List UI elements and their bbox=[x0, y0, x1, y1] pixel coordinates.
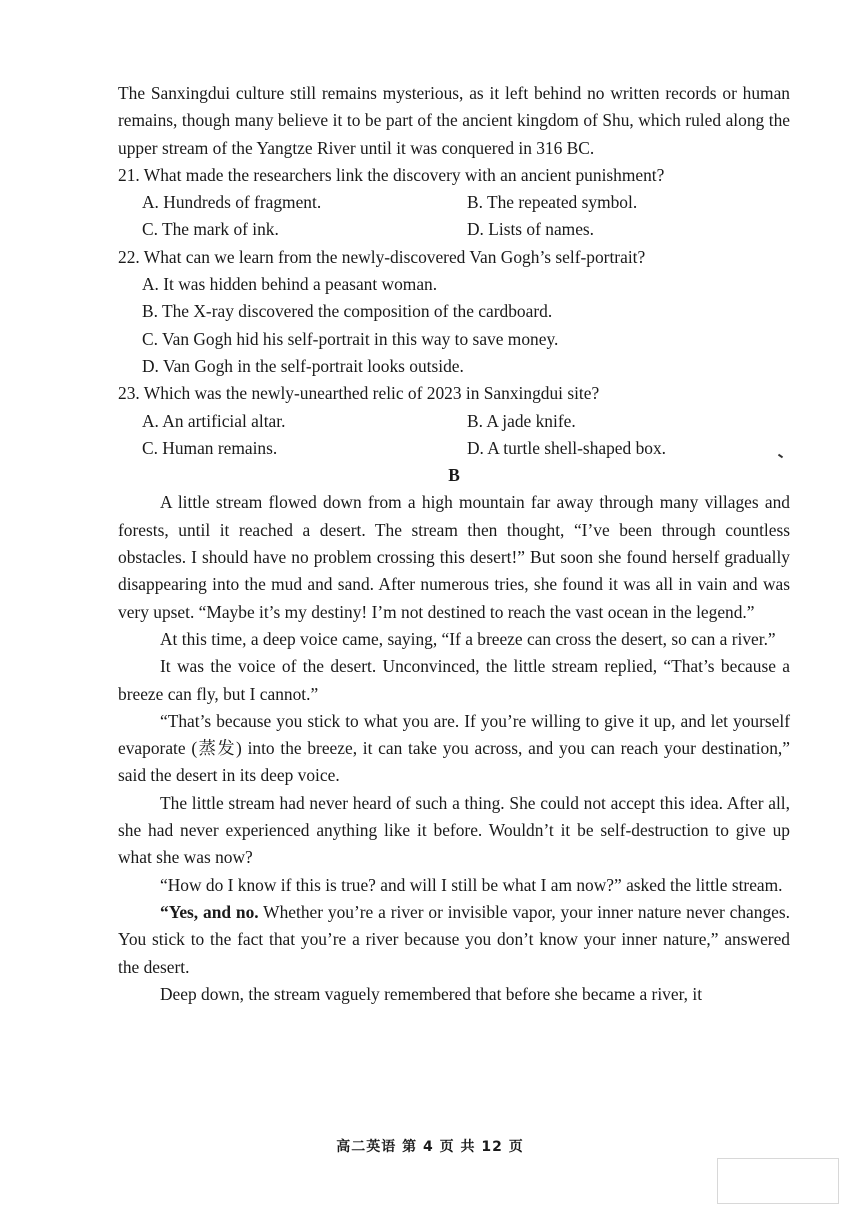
section-heading: B bbox=[448, 465, 460, 486]
question-stem bbox=[118, 244, 790, 271]
option-b[interactable]: B. The X-ray discovered the composition of the cardboard. bbox=[142, 301, 553, 322]
score-box bbox=[717, 1158, 839, 1204]
passage-paragraph: Deep down, the stream vaguely remembered that before she became a river, it bbox=[160, 983, 703, 1004]
paragraph-body: Whether you’re a river or invisible vapor, your inner nature never changes. You stick to the fact that you’re a river because you don’t know your inner nature,” answered the desert. bbox=[118, 901, 791, 977]
option-d[interactable]: D. Van Gogh in the self-portrait looks outside. bbox=[142, 355, 464, 376]
passage-paragraph: At this time, a deep voice came, saying, “If a breeze can cross the desert, so can a river.” bbox=[160, 628, 776, 649]
option-c[interactable]: C. The mark of ink. bbox=[142, 219, 279, 240]
intro-paragraph: The Sanxingdui culture still remains mysterious, as it left behind no written records or human remains, though many believe it to be part of the ancient kingdom of Shu, which ruled along the upper stream of the Yangtze River until it was conquered in 316 BC. bbox=[118, 83, 790, 158]
question-number: 23. bbox=[118, 383, 140, 404]
options-grid bbox=[118, 408, 790, 463]
question-text: What can we learn from the newly-discovered Van Gogh’s self-portrait? bbox=[143, 246, 646, 267]
bold-lead: “Yes, and no. bbox=[160, 901, 259, 922]
question-stem bbox=[118, 380, 790, 407]
option-a[interactable]: A. It was hidden behind a peasant woman. bbox=[142, 274, 438, 295]
option-b[interactable]: B. The repeated symbol. bbox=[467, 192, 638, 213]
question-stem bbox=[118, 162, 790, 189]
passage-paragraph: The little stream had never heard of such a thing. She could not accept this idea. After all, she had never experienced anything like it before. Wouldn’t it be self-destruction to give up what she was now? bbox=[118, 792, 790, 868]
question-23 bbox=[118, 380, 790, 462]
passage-paragraph: A little stream flowed down from a high mountain far away through many villages and forests, until it reached a desert. The stream then thought, “I’ve been through countless obstacles. I should have no problem crossing this desert!” But soon she found herself gradually disappearing into the mud and sand. After numerous tries, she found it was all in vain and was very upset. “Maybe it’s my destiny! I’m not destined to reach the vast ocean in the legend.” bbox=[118, 492, 790, 622]
option-c[interactable]: C. Human remains. bbox=[142, 437, 278, 458]
option-d[interactable]: D. A turtle shell-shaped box. bbox=[467, 437, 666, 458]
option-b[interactable]: B. A jade knife. bbox=[467, 410, 576, 431]
passage-paragraph: It was the voice of the desert. Unconvinced, the little stream replied, “That’s because a breeze can fly, but I cannot.” bbox=[118, 656, 790, 704]
question-21 bbox=[118, 162, 790, 244]
question-number: 21. bbox=[118, 164, 140, 185]
passage-paragraph: “That’s because you stick to what you are. If you’re willing to give it up, and let yourself evaporate (蒸发) into the breeze, it can take you across, and you can reach your destination,” said the desert in its deep voice. bbox=[118, 710, 790, 786]
exam-page bbox=[118, 80, 790, 1008]
option-a[interactable]: A. An artificial altar. bbox=[142, 410, 286, 431]
passage-b bbox=[118, 489, 790, 1008]
question-text: What made the researchers link the discovery with an ancient punishment? bbox=[143, 164, 665, 185]
option-a[interactable]: A. Hundreds of fragment. bbox=[142, 192, 322, 213]
option-c[interactable]: C. Van Gogh hid his self-portrait in this way to save money. bbox=[142, 328, 559, 349]
question-22 bbox=[118, 244, 790, 380]
question-number: 22. bbox=[118, 246, 140, 267]
passage-paragraph: “How do I know if this is true? and will I still be what I am now?” asked the little stream. bbox=[160, 874, 783, 895]
options-grid bbox=[118, 189, 790, 244]
passage-paragraph bbox=[118, 899, 790, 981]
question-text: Which was the newly-unearthed relic of 2023 in Sanxingdui site? bbox=[143, 383, 600, 404]
option-d[interactable]: D. Lists of names. bbox=[467, 219, 595, 240]
page-footer: 高二英语 第 4 页 共 12 页 bbox=[336, 1139, 524, 1155]
